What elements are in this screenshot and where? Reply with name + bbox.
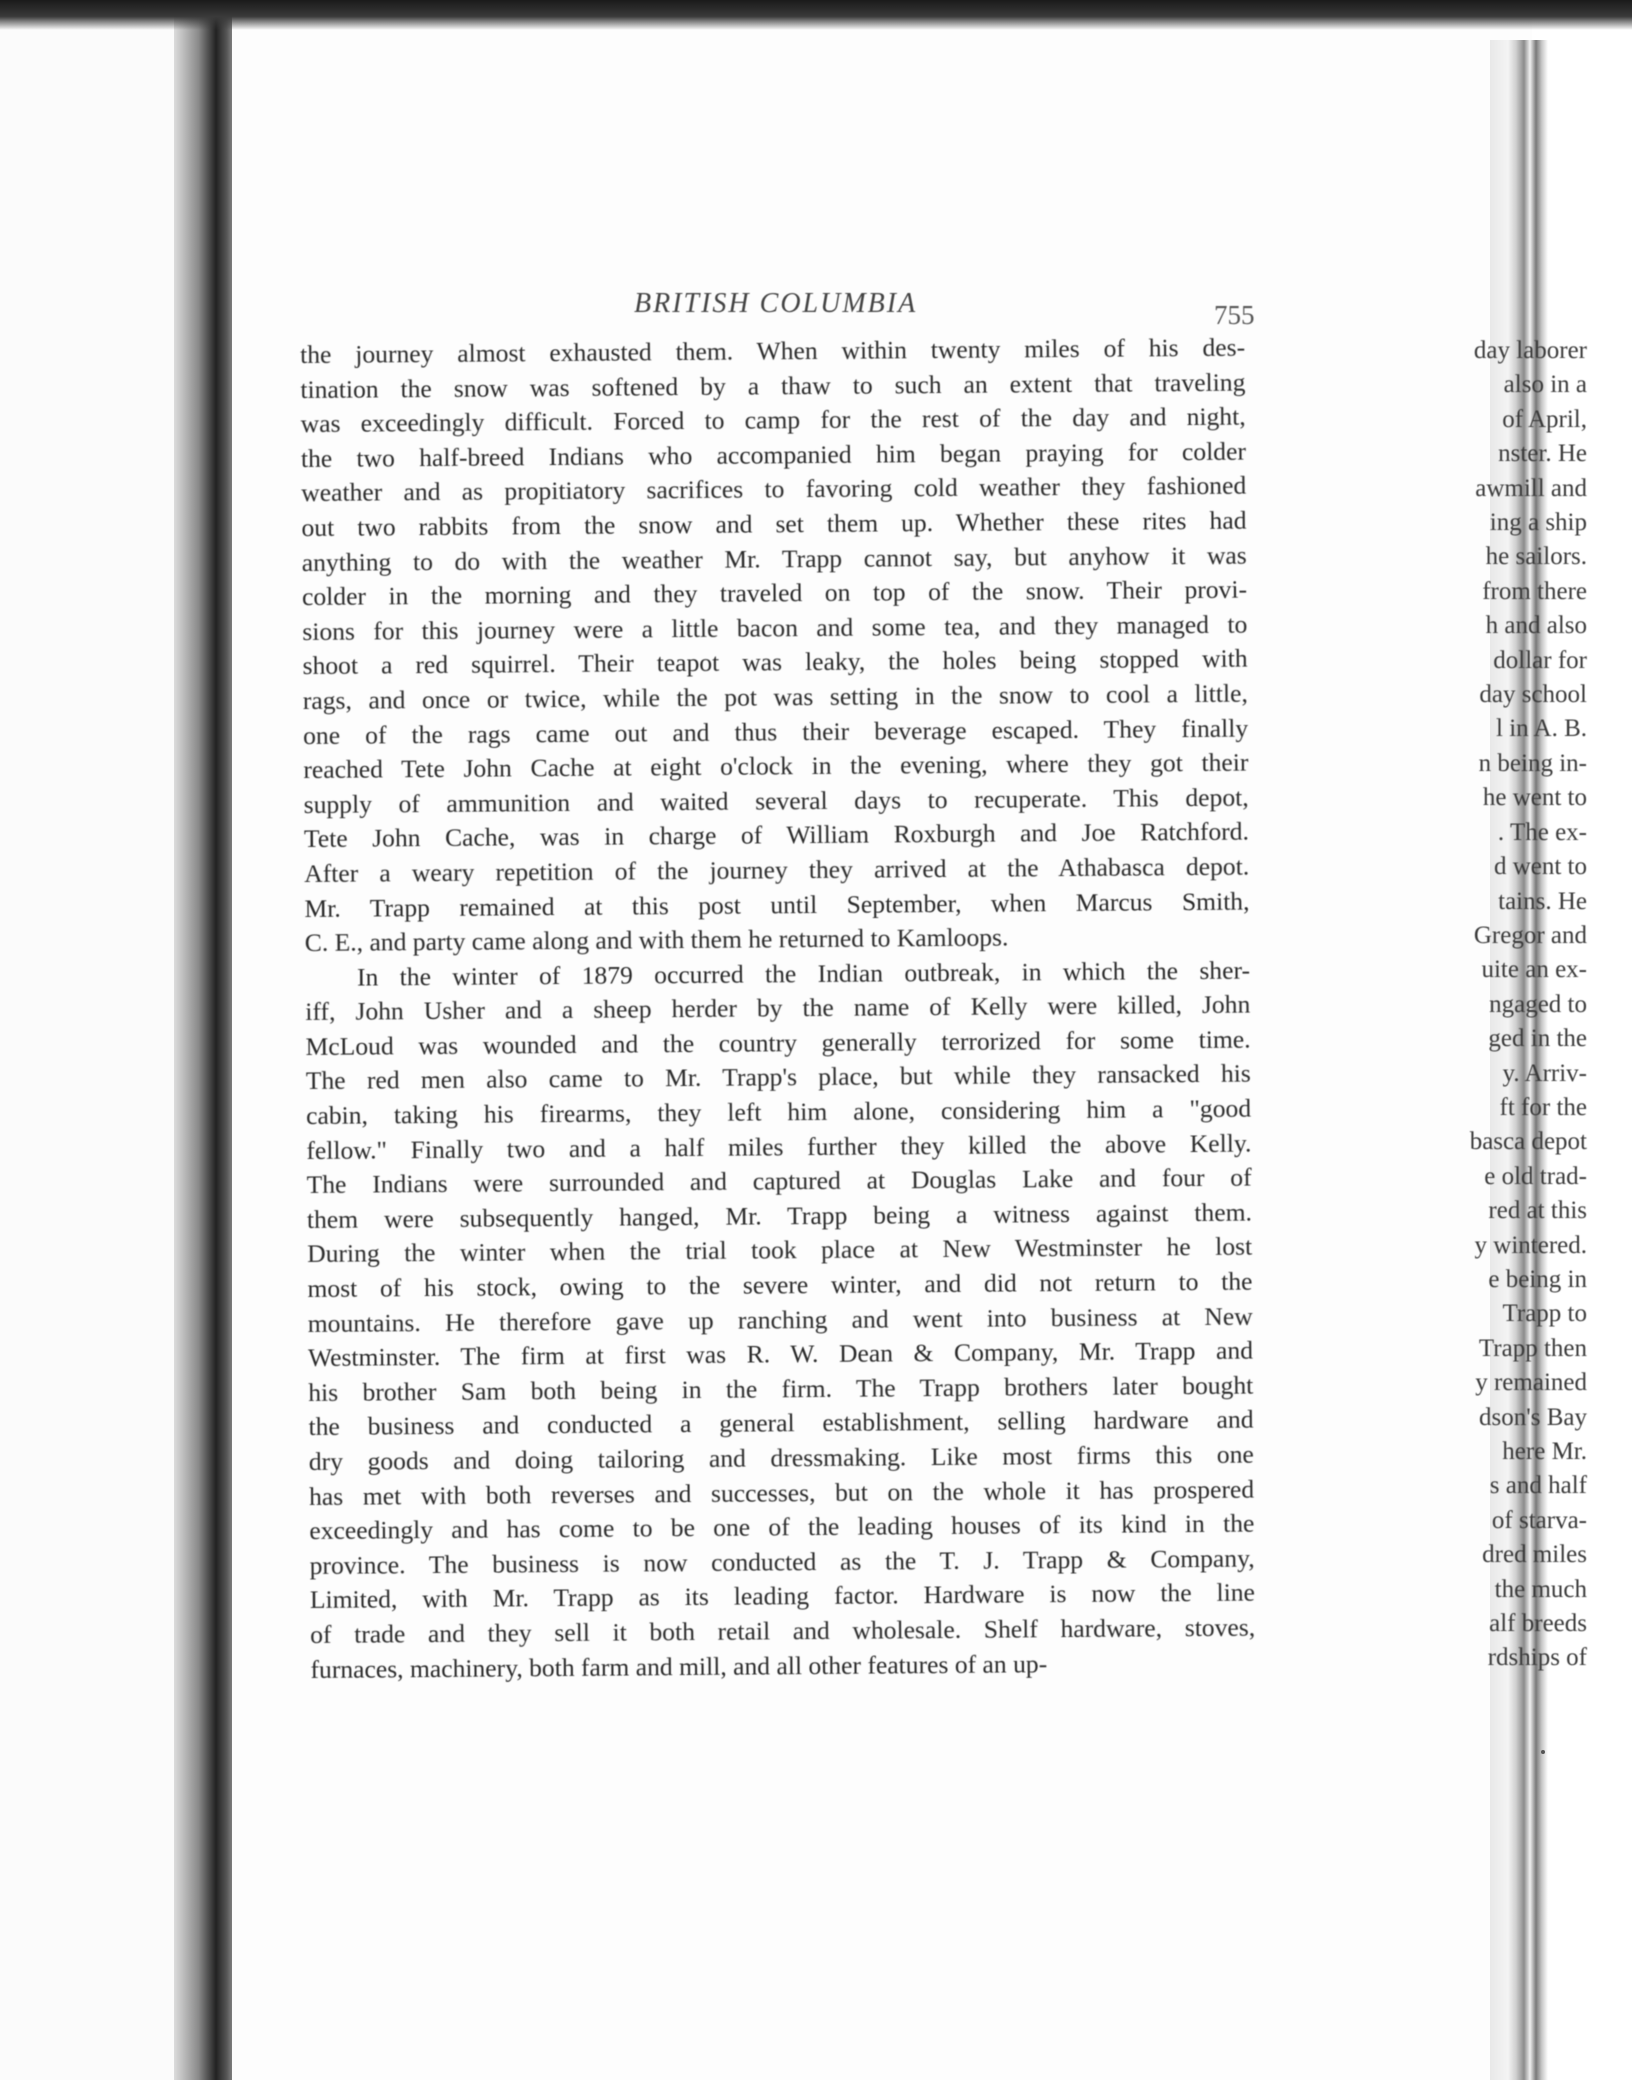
- text-line: The Indians were surrounded and captured at Douglas Lake and four of: [306, 1162, 1252, 1200]
- left-page-line: e being in: [1488, 1265, 1587, 1293]
- left-page-line: tains. He: [1498, 887, 1587, 915]
- left-page-line: y. Arriv-: [1502, 1059, 1587, 1087]
- left-page-line: from there: [1482, 577, 1587, 605]
- body-text: [300, 331, 1256, 1688]
- text-line: furnaces, machinery, both farm and mill, and all other features of an up-: [310, 1648, 1048, 1684]
- text-line: weather and as propitiatory sacrifices to favoring cold weather they fashioned: [301, 470, 1247, 508]
- left-page-line: also in a: [1503, 371, 1587, 399]
- left-page-line: ft for the: [1499, 1093, 1587, 1121]
- text-line: iff, John Usher and a sheep herder by the name of Kelly were killed, John: [305, 989, 1251, 1027]
- left-page-line: l in A. B.: [1496, 715, 1587, 743]
- text-line: was exceedingly difficult. Forced to camp for the rest of the day and night,: [300, 401, 1246, 439]
- left-page-line: nster. He: [1498, 440, 1587, 468]
- left-page-line: . The ex-: [1497, 818, 1587, 846]
- text-line: anything to do with the weather Mr. Trapp cannot say, but anyhow it was: [301, 540, 1247, 577]
- text-line: dry goods and doing tailoring and dressmaking. Like most firms this one: [308, 1439, 1254, 1476]
- left-page-line: day laborer: [1473, 337, 1587, 364]
- left-page-line: ing a ship: [1489, 509, 1587, 537]
- left-page-line: Trapp then: [1478, 1334, 1587, 1362]
- text-line: them were subsequently hanged, Mr. Trapp being a witness against them.: [306, 1197, 1253, 1234]
- scanner-shadow: [0, 0, 1632, 30]
- text-line: his brother Sam both being in the firm. The Trapp brothers later bought: [308, 1370, 1254, 1407]
- text-line: Limited, with Mr. Trapp as its leading factor. Hardware is now the line: [309, 1577, 1255, 1615]
- left-page-text: [1470, 334, 1587, 1676]
- left-page-line: Gregor and: [1473, 921, 1587, 949]
- text-line: most of his stock, owing to the severe winter, and did not return to the: [307, 1266, 1253, 1304]
- text-line: C. E., and party came along and with them he returned to Kamloops.: [304, 922, 1009, 958]
- left-page-line: basca depot: [1469, 1128, 1587, 1156]
- text-line: After a weary repetition of the journey they arrived at the Athabasca depot.: [304, 851, 1250, 888]
- text-line: cabin, taking his firearms, they left him alone, considering him a "good: [305, 1093, 1252, 1131]
- text-line: fellow." Finally two and a half miles further they killed the above Kelly.: [306, 1128, 1252, 1165]
- left-page-line: h and also: [1485, 612, 1587, 640]
- text-line: out two rabbits from the snow and set them up. Whether these rites had: [301, 505, 1247, 542]
- text-line: the journey almost exhausted them. When within twenty miles of his des-: [300, 332, 1246, 369]
- text-line: rags, and once or twice, while the pot was setting in the snow to cool a little,: [302, 678, 1248, 715]
- text-line: exceedingly and has come to be one of the leading houses of its kind in the: [309, 1508, 1255, 1546]
- page-number: 755: [1214, 300, 1255, 330]
- text-line: The red men also came to Mr. Trapp's place, but while they ransacked his: [305, 1059, 1251, 1096]
- text-line: of trade and they sell it both retail and wholesale. Shelf hardware, stoves,: [310, 1612, 1256, 1649]
- left-page-line: he went to: [1482, 784, 1587, 812]
- left-page-line: he sailors.: [1485, 543, 1587, 571]
- left-page-line: uite an ex-: [1481, 956, 1587, 984]
- text-line: mountains. He therefore gave up ranching and went into business at New: [307, 1301, 1253, 1338]
- text-line: McLoud was wounded and the country generally terrorized for some time.: [305, 1024, 1251, 1061]
- left-page-line: dollar for: [1493, 646, 1587, 674]
- left-page-line: day school: [1479, 681, 1587, 709]
- left-page-line: rdships of: [1487, 1644, 1587, 1672]
- text-line: province. The business is now conducted as the T. J. Trapp & Company,: [309, 1543, 1255, 1580]
- text-line: Tete John Cache, was in charge of William Roxburgh and Joe Ratchford.: [303, 816, 1250, 854]
- text-line: has met with both reverses and successes, but on the whole it has prospered: [308, 1474, 1255, 1511]
- text-line: Mr. Trapp remained at this post until September, when Marcus Smith,: [304, 886, 1250, 923]
- left-page-line: d went to: [1493, 853, 1587, 881]
- left-page-line: y wintered.: [1474, 1231, 1587, 1259]
- left-page-line: ngaged to: [1489, 990, 1587, 1018]
- left-page-line: dred miles: [1482, 1541, 1587, 1569]
- left-page-line: ged in the: [1488, 1025, 1587, 1053]
- left-page-line: e old trad-: [1484, 1162, 1587, 1190]
- text-line: colder in the morning and they traveled on top of the snow. Their provi-: [301, 574, 1248, 612]
- text-line: one of the rags came out and thus their beverage escaped. They finally: [303, 713, 1249, 750]
- text-line: During the winter when the trial took place at New Westminster he lost: [307, 1231, 1253, 1269]
- left-page-line: s and half: [1489, 1472, 1587, 1500]
- text-line: Westminster. The firm at first was R. W. Dean & Company, Mr. Trapp and: [307, 1335, 1254, 1373]
- left-page-line: red at this: [1488, 1197, 1587, 1225]
- text-line: sions for this journey were a little bacon and some tea, and they managed to: [302, 609, 1248, 646]
- left-page-line: awmill and: [1475, 474, 1587, 502]
- text-line: tination the snow was softened by a thaw to such an extent that traveling: [300, 367, 1246, 404]
- left-page-line: dson's Bay: [1479, 1403, 1587, 1431]
- left-page-line: of April,: [1502, 405, 1587, 433]
- text-line: the business and conducted a general establishment, selling hardware and: [308, 1404, 1254, 1442]
- left-page-line: y remained: [1475, 1369, 1587, 1397]
- left-page-line: of starva-: [1491, 1506, 1587, 1534]
- left-page-line: alf breeds: [1489, 1610, 1587, 1638]
- text-line: the two half-breed Indians who accompanied him began praying for colder: [300, 436, 1247, 473]
- left-page-line: n being in-: [1478, 749, 1587, 777]
- left-page-line: Trapp to: [1502, 1300, 1587, 1328]
- left-page-line: the much: [1494, 1575, 1587, 1603]
- text-line: reached Tete John Cache at eight o'clock in the evening, where they got their: [303, 747, 1249, 785]
- text-line: shoot a red squirrel. Their teapot was leaky, the holes being stopped with: [302, 643, 1248, 681]
- left-page-line: here Mr.: [1502, 1438, 1587, 1465]
- running-head: BRITISH COLUMBIA: [634, 288, 918, 319]
- text-line: supply of ammunition and waited several days to recuperate. This depot,: [303, 782, 1249, 819]
- speck: [1541, 1750, 1545, 1754]
- text-line: In the winter of 1879 occurred the Indian outbreak, in which the sher-: [356, 955, 1251, 992]
